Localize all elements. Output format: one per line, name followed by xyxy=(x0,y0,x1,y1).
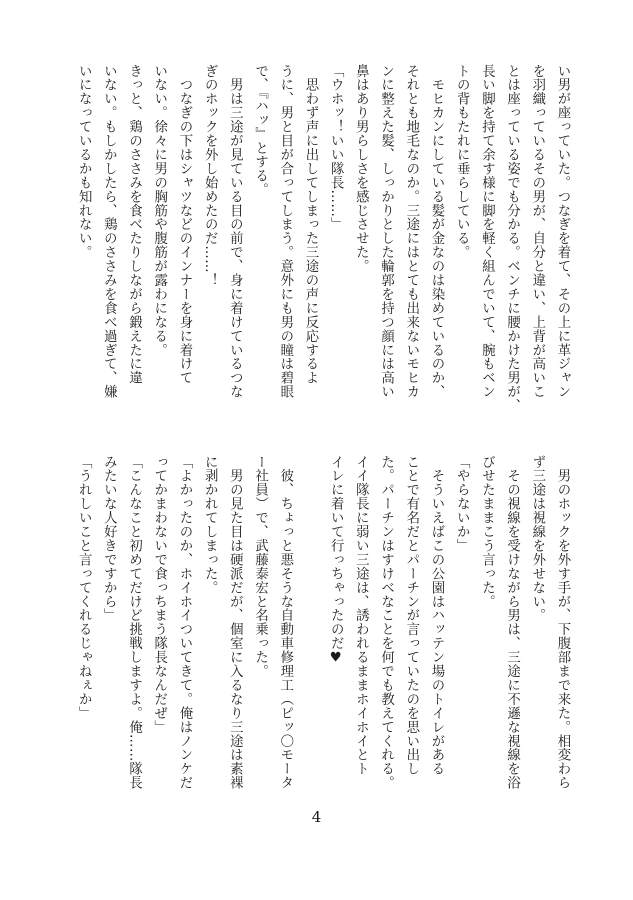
text-line: それとも地毛なのか。三途にはとても出来ないモヒカ xyxy=(403,64,419,399)
text-line: ことで有名だとパーチンが言っていたのを思い出し xyxy=(403,455,419,776)
text-line: とは座っている姿でも分かる。ベンチに腰かけた男が、 xyxy=(504,64,520,413)
text-line: で、『ハッ』とする。 xyxy=(252,64,268,197)
text-line: 長い脚を持て余す様に脚を軽く組んでいて、腕もベン xyxy=(479,64,495,399)
text-line: た。パーチンはすけべなことを何でも教えてくれる。 xyxy=(378,455,394,790)
text-line: みたいな人好きですから」 xyxy=(101,455,117,623)
blank-line xyxy=(298,455,323,835)
text-line: ぎのホックを外し始めたのだ……！ xyxy=(202,64,218,288)
text-line: イレに着いて行っちゃったのだ♥ xyxy=(328,455,344,666)
text-line: 思わず声に出してしまった三途の声に反応するよ xyxy=(302,64,318,385)
text-line: ンに整えた髪、しっかりとした輪郭を持つ顔には高い xyxy=(378,64,394,399)
text-line: 「ウホッ！いい隊長……」 xyxy=(328,64,344,232)
text-line: うに、男と目が合ってしまう。意外にも男の瞳は碧眼 xyxy=(277,64,293,399)
text-line: つなぎの下はシャツなどのインナーを身に着けて xyxy=(176,64,192,385)
text-line: イイ隊長に弱い三途は、誘われるままホイホイとト xyxy=(353,455,369,776)
text-line: 男は三途が見ている目の前で、身に着けているつな xyxy=(227,64,243,399)
text-line: い男が座っていた。つなぎを着て、その上に革ジャン xyxy=(555,64,570,399)
text-line: その視線を受けながら男は、三途に不遜な視線を浴 xyxy=(504,455,520,790)
lower-text-block xyxy=(71,455,575,835)
text-line: ってかまわないで食っちまう隊長なんだぜ」 xyxy=(151,455,167,734)
text-line: いになっているかも知れない。 xyxy=(76,64,92,260)
text-line: 鼻はあり男らしさを感じさせた。 xyxy=(353,64,369,274)
text-line: に剥かれてしまった。 xyxy=(202,455,218,595)
text-line: いない。もしかしたら、鶏のささみを食べ過ぎて、嫌 xyxy=(101,64,117,399)
text-line: びせたままこう言った。 xyxy=(479,455,495,609)
text-line: 彼、ちょっと悪そうな自動車修理工（ピッ〇モータ xyxy=(277,455,293,790)
text-line: きっと、鶏のささみを食べたりしながら鍛えたに違 xyxy=(126,64,142,385)
text-line: 男の見た目は硬派だが、個室に入るなり三途は素裸 xyxy=(227,455,243,790)
text-line: トの背もたれに垂らしている。 xyxy=(454,64,470,260)
text-line: を羽織っているその男が、自分と違い、上背が高いこ xyxy=(529,64,545,399)
page-number: 4 xyxy=(311,808,322,826)
text-line: ー社員）で、武藤泰宏と名乗った。 xyxy=(252,455,268,679)
text-line: 「やらないか」 xyxy=(454,455,470,553)
text-line: 「こんなこと初めてだけど挑戦しますよ。俺……隊長 xyxy=(126,455,142,790)
text-line: ず三途は視線を外せない。 xyxy=(529,455,545,623)
text-line: 男のホックを外す手が、下腹部まで来た。相変わら xyxy=(555,455,570,790)
text-line: 「よかったのか、ホイホイついてきて。俺はノンケだ xyxy=(176,455,192,790)
text-line: いない。徐々に男の胸筋や腹筋が露わになる。 xyxy=(151,64,167,357)
upper-text-block xyxy=(71,64,575,444)
text-line: モヒカンにしている髪が金なのは染めているのか、 xyxy=(428,64,444,399)
text-line: そういえばこの公園はハッテン場のトイレがある xyxy=(428,455,444,776)
text-line: 「うれしいこと言ってくれるじゃねぇか」 xyxy=(76,455,92,721)
